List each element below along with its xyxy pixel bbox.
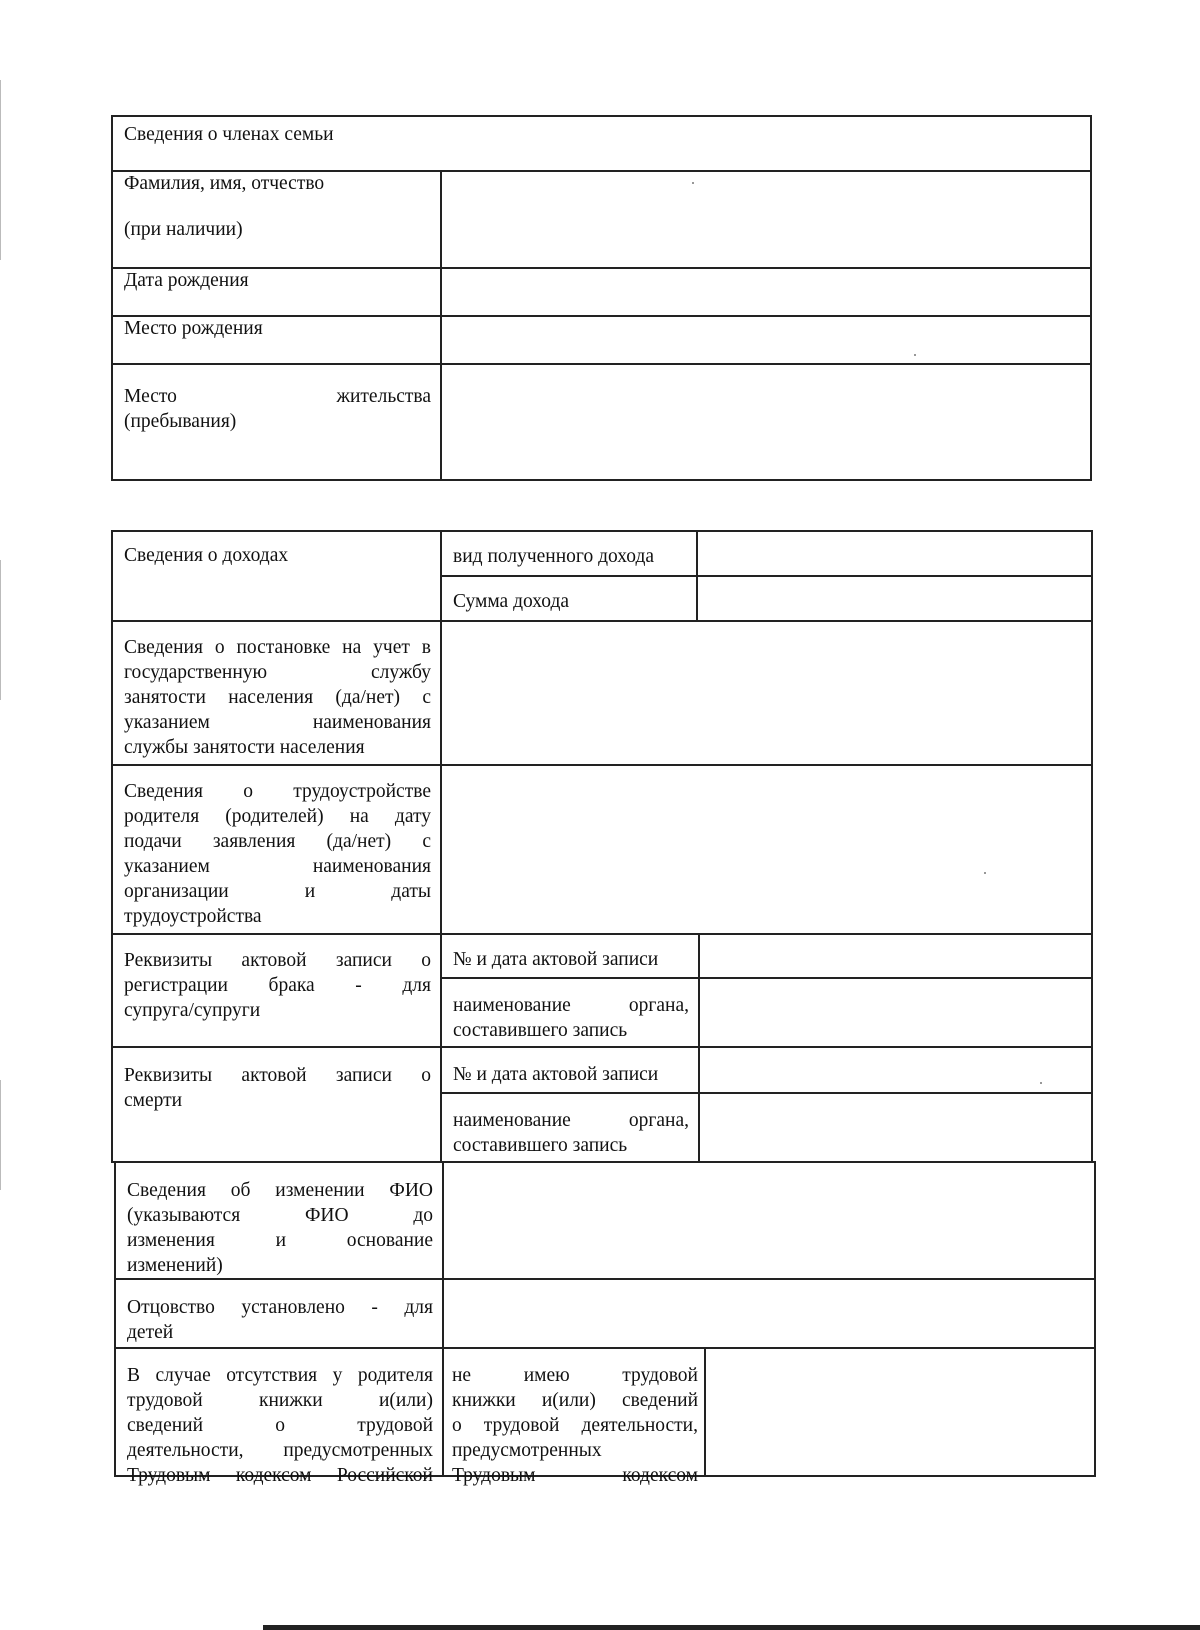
marriage-line: регистрации брака - для	[124, 975, 431, 996]
marriage-line: Реквизиты актовой записи о	[124, 950, 431, 971]
label-no-workbook-statement	[444, 1359, 704, 1488]
scan-speck	[984, 872, 986, 874]
label-marriage-record-authority	[442, 989, 698, 1043]
label-death-record-number: № и дата актовой записи	[453, 1064, 659, 1085]
employment-line: указанием наименования	[124, 856, 431, 877]
label-full-name	[113, 167, 440, 242]
name-change-line: Сведения об изменении ФИО	[127, 1180, 433, 1201]
employment-line: родителя (родителей) на дату	[124, 806, 431, 827]
paternity-line: Отцовство установлено - для	[127, 1297, 433, 1318]
label-full-name-line1: Фамилия, имя, отчество	[124, 173, 325, 194]
employment-line: подачи заявления (да/нет) с	[124, 831, 431, 852]
input-residence[interactable]	[442, 365, 1089, 478]
label-residence	[113, 380, 440, 434]
scan-bottom-bar	[263, 1625, 1200, 1630]
no-workbook-statement-line: Трудовым кодексом	[452, 1465, 698, 1486]
scan-edge	[0, 1080, 1, 1190]
input-birth-place[interactable]	[442, 317, 1089, 362]
employment-line: трудоустройства	[124, 906, 262, 927]
label-birth-date: Дата рождения	[124, 270, 249, 291]
no-workbook-statement-line: книжки и(или) сведений	[452, 1390, 698, 1411]
family-table-header: Сведения о членах семьи	[124, 124, 334, 145]
marriage-line: супруга/супруги	[124, 1000, 261, 1021]
no-workbook-line: Трудовым кодексом Российской	[127, 1465, 433, 1486]
employment-line: организации и даты	[124, 881, 431, 902]
no-workbook-line: трудовой книжки и(или)	[127, 1390, 433, 1411]
label-residence-line1: Место жительства	[124, 386, 431, 407]
label-employment-service	[113, 631, 440, 760]
label-income-type: вид полученного дохода	[453, 546, 655, 567]
no-workbook-line: сведений о трудовой	[127, 1415, 433, 1436]
label-residence-line2: (пребывания)	[124, 411, 237, 432]
input-income-type[interactable]	[698, 532, 1090, 574]
no-workbook-statement-line: не имею трудовой	[452, 1365, 698, 1386]
employment-service-line: Сведения о постановке на учет в	[124, 637, 431, 658]
input-birth-date[interactable]	[442, 269, 1089, 314]
death-authority-line: наименование органа,	[453, 1110, 689, 1131]
name-change-line: (указываются ФИО до	[127, 1205, 433, 1226]
label-income: Сведения о доходах	[124, 545, 289, 566]
label-death-record	[113, 1059, 440, 1113]
employment-service-line: службы занятости населения	[124, 737, 365, 758]
input-name-change[interactable]	[444, 1163, 1093, 1277]
death-authority-line: составившего запись	[453, 1135, 628, 1156]
label-birth-place: Место рождения	[124, 318, 263, 339]
label-full-name-line2: (при наличии)	[124, 219, 243, 240]
no-workbook-line: В случае отсутствия у родителя	[127, 1365, 433, 1386]
no-workbook-statement-line: о трудовой деятельности,	[452, 1415, 698, 1436]
label-income-amount: Сумма дохода	[453, 591, 570, 612]
name-change-line: изменений)	[127, 1255, 223, 1276]
input-marriage-record-number[interactable]	[700, 935, 1090, 976]
input-paternity[interactable]	[444, 1280, 1093, 1346]
input-employment[interactable]	[442, 766, 1090, 932]
scan-speck	[692, 182, 694, 184]
label-marriage-record-number: № и дата актовой записи	[453, 949, 659, 970]
input-employment-service[interactable]	[442, 622, 1090, 763]
death-line: Реквизиты актовой записи о	[124, 1065, 431, 1086]
label-employment	[113, 775, 440, 929]
input-death-record-authority[interactable]	[700, 1094, 1090, 1160]
paternity-line: детей	[127, 1322, 174, 1343]
input-full-name[interactable]	[442, 172, 1089, 266]
scan-edge	[0, 80, 1, 260]
no-workbook-line: деятельности, предусмотренных	[127, 1440, 433, 1461]
label-death-record-authority	[442, 1104, 698, 1158]
death-line: смерти	[124, 1090, 183, 1111]
input-income-amount[interactable]	[698, 577, 1090, 619]
scan-speck	[1040, 1082, 1042, 1084]
label-no-workbook	[116, 1359, 442, 1488]
label-paternity	[116, 1291, 442, 1345]
employment-line: Сведения о трудоустройстве	[124, 781, 431, 802]
no-workbook-statement-line: предусмотренных	[452, 1440, 602, 1461]
name-change-line: изменения и основание	[127, 1230, 433, 1251]
scan-speck	[914, 354, 916, 356]
input-death-record-number[interactable]	[700, 1048, 1090, 1091]
label-name-change	[116, 1174, 442, 1278]
input-no-workbook[interactable]	[706, 1349, 1093, 1474]
marriage-authority-line: составившего запись	[453, 1020, 628, 1041]
employment-service-line: государственную службу	[124, 662, 431, 683]
employment-service-line: занятости населения (да/нет) с	[124, 687, 431, 708]
scan-edge	[0, 560, 1, 700]
input-marriage-record-authority[interactable]	[700, 979, 1090, 1045]
marriage-authority-line: наименование органа,	[453, 995, 689, 1016]
label-marriage-record	[113, 944, 440, 1023]
employment-service-line: указанием наименования	[124, 712, 431, 733]
